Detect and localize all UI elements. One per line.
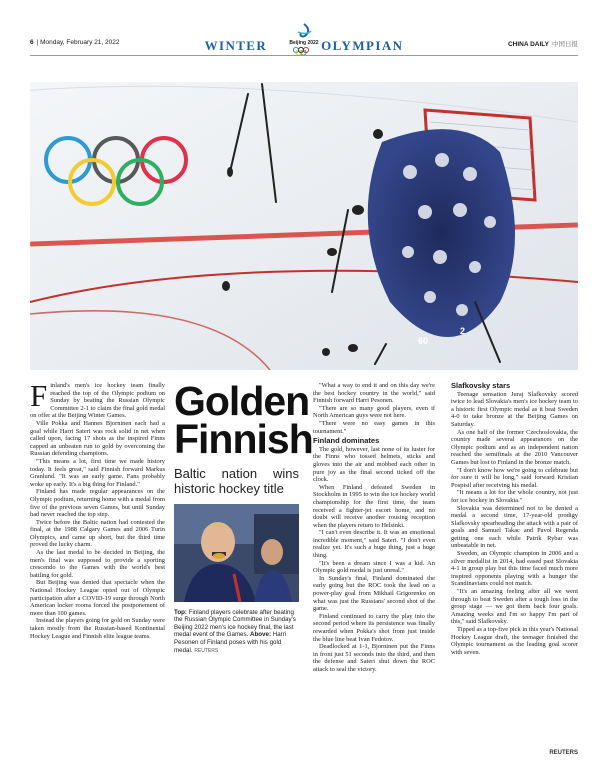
article-column-3: [313, 382, 435, 674]
body-paragraph: "It's an amazing feeling after all we went through to beat Sweden after a tough loss in the group stage — we got them back four goals. Amazing weeks and I'm so happy I'm part of this," said Slafkovsky.: [451, 588, 578, 626]
emblem-text: Beijing 2022: [289, 40, 319, 46]
body-paragraph: Teenage sensation Juraj Slafkovsky scored twice to lead Slovakia's men's ice hockey team to a historic first Olympic medal as it beat Sweden 4-0 to take bronze at the Beijing Games on Saturday.: [451, 390, 578, 428]
section-title-left: WINTER: [204, 38, 268, 53]
caption-credit: REUTERS: [194, 647, 219, 654]
body-paragraph: "What a way to end it and on this day we're the best hockey country in the world," said Finnish forward Harri Pesonen.: [313, 382, 435, 405]
body-paragraph: Twice before the Baltic nation had contested the final, at the 1988 Calgary Games and 2006 Turin Olympics, and came up short, but the third time proved the lucky charm.: [30, 518, 165, 549]
body-paragraph: Sweden, an Olympic champion in 2006 and a silver medallist in 2014, had eased past Slovakia 4-1 in group play but this time faced much more inspired opponents playing with a hunger the Scandinavians could not match.: [451, 550, 578, 588]
subheadline: Baltic nation wins historic hockey title: [174, 466, 299, 496]
body-paragraph: "This means a lot, first time we made history today. It feels great," said Finnish forward Markus Granlund. "It was an early game. Fans probably woke up early. It's a big thing for Finland.": [30, 457, 165, 488]
headline-column: [174, 378, 313, 655]
caption-above-text: Harri Pesonen of Finland poses with his gold medal.: [174, 631, 287, 654]
page-date: Monday, February 21, 2022: [40, 39, 120, 46]
section-title-right: OLYMPIAN: [321, 38, 404, 53]
header-rule: [30, 55, 578, 56]
caption-top-text: Finland players celebrate after beating the Russian Olympic Committee in Sunday's Beijing 2022 men's ice hockey final, the last medal event of the Games.: [174, 608, 296, 639]
svg-text:60: 60: [418, 336, 429, 346]
body-paragraph: The gold, however, last none of its luster for the Finns who tossed helmets, sticks and gloves into the air and mobbed each other in pure joy as the final second ticked off the clock.: [313, 445, 435, 484]
headline-line-2: Finnish: [174, 416, 313, 462]
body-paragraph: Finland continued to carry the play into the second period where its persistence was finally rewarded when Pokka's shot from just inside the blue line beat Ivan Fedotov.: [313, 612, 435, 643]
drop-cap: F: [30, 378, 48, 413]
body-paragraph: As the last medal to be decided in Beijing, the men's final was supposed to provide a sporting crescendo to the Games with the world's best battling for gold.: [30, 549, 165, 579]
headline: [174, 378, 313, 462]
brand-name: CHINA DAILY: [507, 41, 549, 48]
body-paragraph: Finland has made regular appearances on the Olympic podium, returning home with a medal from five of the previous seven Games, but until Sunday had never reached the top step.: [30, 488, 165, 519]
page-number: 6: [30, 39, 34, 46]
body-paragraph: "I don't know how we're going to celebrate but for sure it will be long," said forward Kristian Pospisil after receiving his medal.: [451, 466, 578, 489]
beijing-2022-emblem: [284, 22, 324, 56]
caption-above-label: Above:: [250, 631, 272, 639]
body-paragraph: "It means a lot for the whole country, not just for ice hockey in Slovakia.": [451, 489, 578, 504]
headline-line-1: Golden: [174, 378, 310, 424]
photo-caption: [174, 609, 299, 656]
inset-photo-pesonen-gold-medal: [174, 504, 299, 602]
body-paragraph: "It's been a dream since I was a kid. An Olympic gold medal is just unreal.": [313, 559, 435, 575]
article-column-4: [451, 382, 578, 656]
lead-text: inland's men's ice hockey team finally reached the top of the Olympic podium on Sunday by beating the Russian Olympic Committee 2-1 to claim the final gold medal on offer at the Beijing Winter Games.: [30, 382, 165, 420]
body-paragraph: "There were no easy games in this tournament.": [313, 419, 435, 435]
body-paragraph: "I can't even describe it. It was an emotional incredible moment," said Sateri. "I don't even realize yet. It's such a huge thing, just a huge thing.: [313, 529, 435, 560]
body-paragraph: Tipped as a top-five pick in this year's National Hockey League draft, the teenager finished the Olympic tournament as the leading goal scorer with seven.: [451, 626, 578, 656]
footer-credit: REUTERS: [549, 750, 578, 756]
body-paragraph: Slovakia was determined not to be denied a medal a second time, 17-year-old prodigy Slafkovsky spearheading the attack with a pair of goals and Samuel Takac and Pavol Regenda getting one each while Patrik Rybar was unbeatable in net.: [451, 504, 578, 550]
caption-top-label: Top:: [174, 608, 187, 616]
body-paragraph: "There are so many good players, even if North American guys were not here.: [313, 404, 435, 420]
body-paragraph: In Sunday's final, Finland dominated the early going but the ROC took the lead on a power-play goal from Mikhail Grigorenko on what was just the Russians' second shot of the game.: [313, 574, 435, 613]
subheading-slafkovsky-stars: Slafkovsky stars: [451, 381, 511, 390]
body-paragraph: Instead the players going for gold on Sunday were taken mostly from the Russian-based Kontinental Hockey League and Finnish elite league teams.: [30, 617, 165, 640]
main-photo-finland-celebration: [30, 82, 578, 370]
brand: [508, 39, 578, 48]
lead-paragraph: [30, 378, 165, 420]
svg-text:2: 2: [460, 326, 466, 336]
brand-chinese: 中国日报: [552, 41, 578, 48]
body-paragraph: Ville Pokka and Hannes Bjorninen each had a goal while Harri Sateri was rock solid in net when called upon, facing 17 shots as the inspired Finns capped an unbeaten run to gold by overcoming the Russian defending champions.: [30, 419, 165, 458]
page-info: 6 | Monday, February 21, 2022: [30, 39, 120, 46]
body-paragraph: Deadlocked at 1-1, Bjorninen put the Finns in front just 51 seconds into the third, and then the defense and Sateri shut down the ROC attack to seal the victory.: [313, 643, 435, 673]
subheading-finland-dominates: Finland dominates: [313, 436, 380, 446]
article-column-1: [30, 378, 165, 640]
body-paragraph: When Finland defeated Sweden in Stockholm in 1995 to win the ice hockey world championship for the first time, the team received a fighter-jet escort home, and no doubt will receive another rousing reception when the players return to Helsinki.: [313, 483, 435, 529]
body-paragraph: But Beijing was denied that spectacle when the National Hockey League opted out of Olympic participation after a COVID-19 surge through North American locker rooms forced the postponement of more than 100 games.: [30, 579, 165, 617]
body-paragraph: As one half of the former Czechoslovakia, the country made several appearances on the Olympic podium and as an independent nation reached the semifinals at the 2010 Vancouver Games but lost to Finland in the bronze match.: [451, 428, 578, 466]
